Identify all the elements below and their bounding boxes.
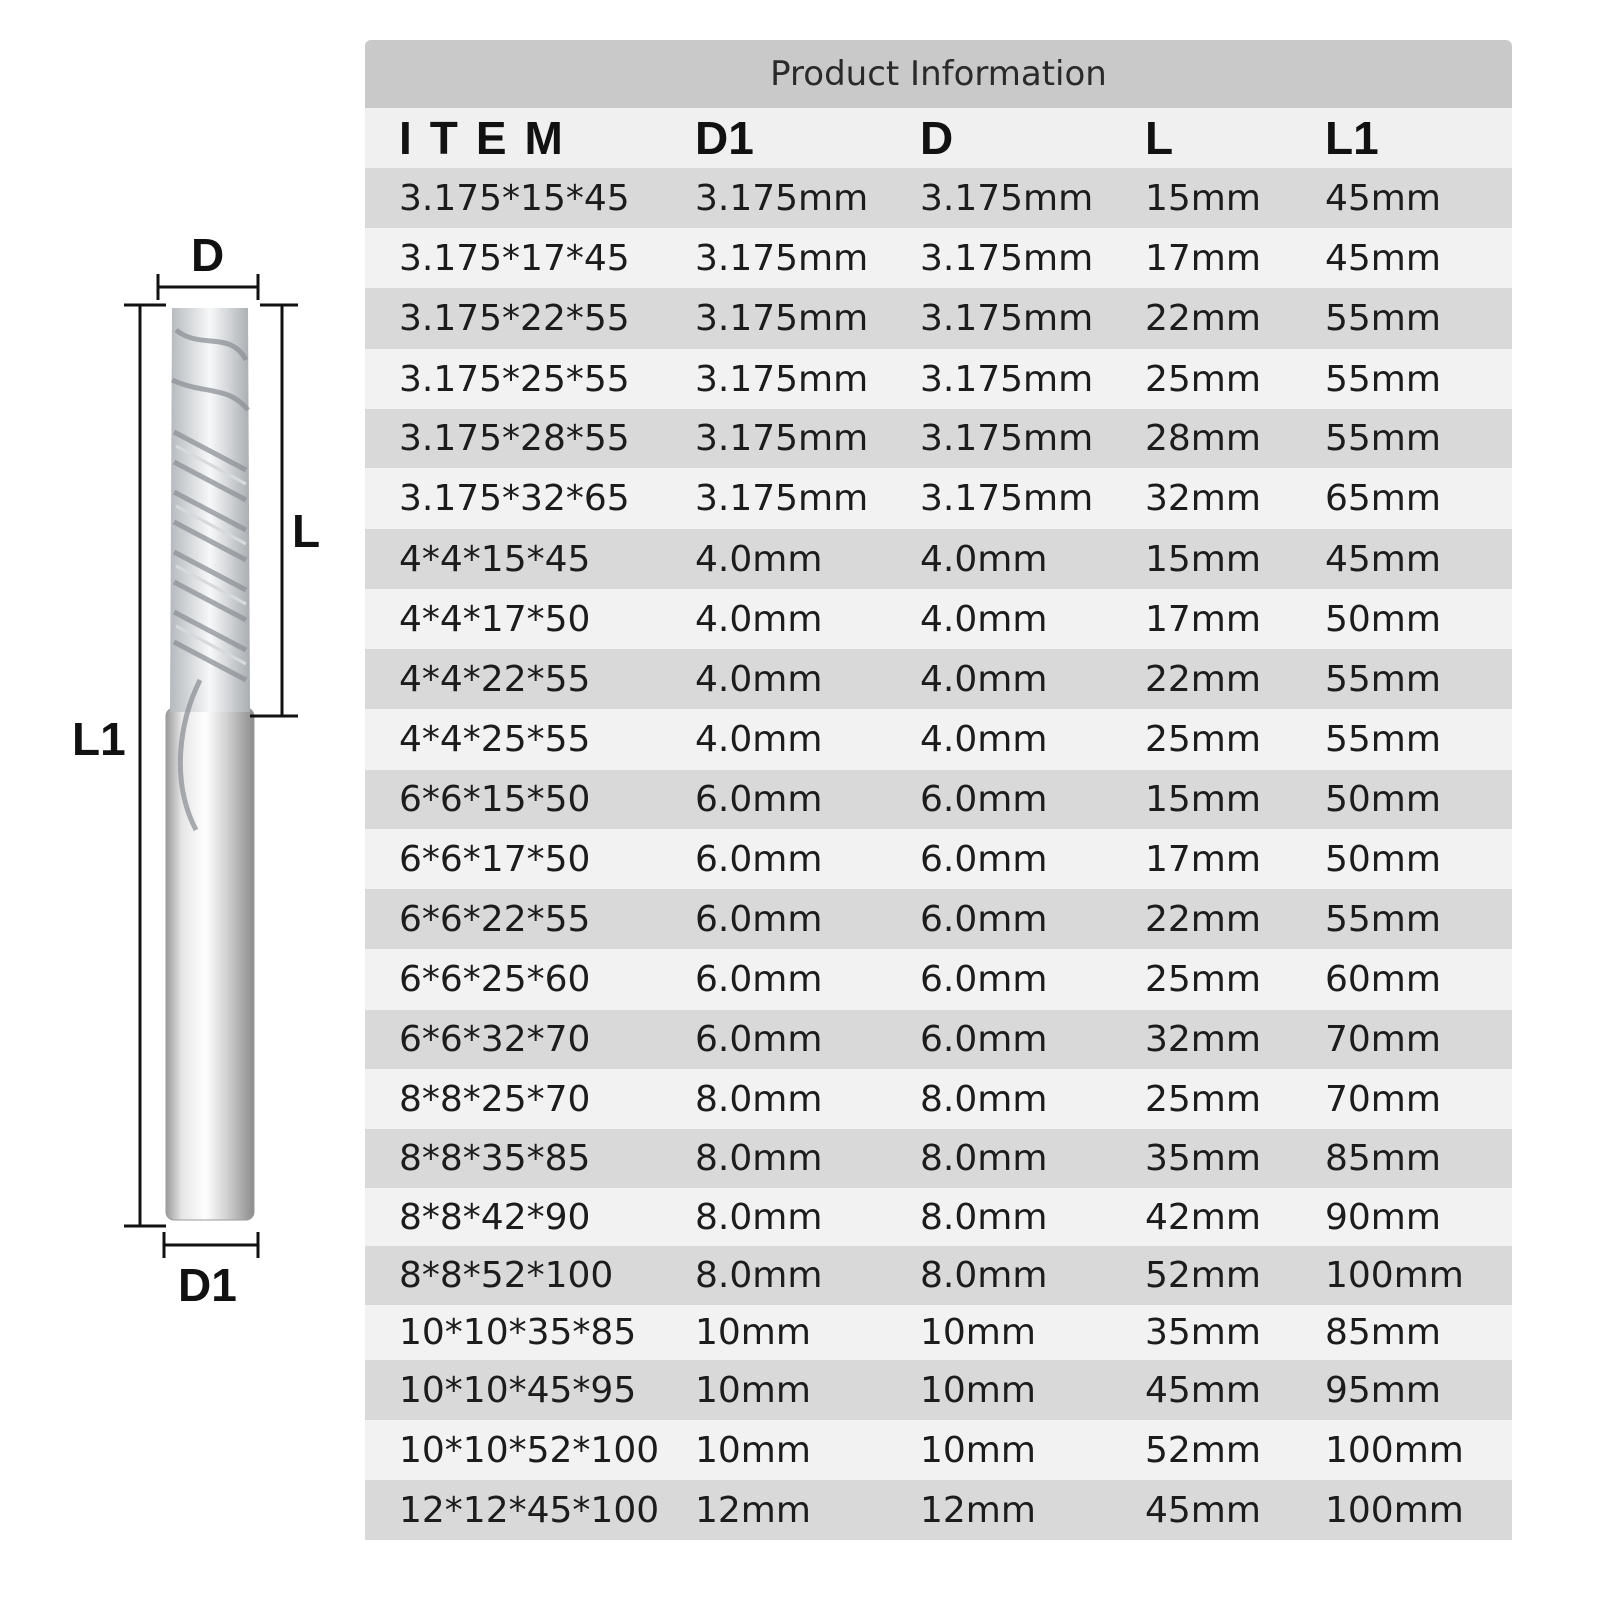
cell-d: 3.175mm xyxy=(920,237,1094,279)
table-row xyxy=(365,529,1512,589)
table-title: Product Information xyxy=(365,40,1512,108)
cell-l1: 55mm xyxy=(1325,358,1441,400)
cell-l: 22mm xyxy=(1145,298,1261,339)
table-row xyxy=(365,1480,1512,1540)
cell-d1: 12mm xyxy=(695,1489,811,1531)
cell-item: 4*4*17*50 xyxy=(399,598,591,640)
cell-item: 3.175*17*45 xyxy=(399,237,630,279)
table-row xyxy=(365,168,1512,228)
table-row xyxy=(365,949,1512,1010)
cell-d1: 6.0mm xyxy=(695,959,823,1000)
cell-d: 6.0mm xyxy=(920,959,1048,1000)
header-item: ITEM xyxy=(399,112,581,164)
cell-l1: 85mm xyxy=(1325,1138,1441,1179)
cell-item: 8*8*35*85 xyxy=(399,1138,591,1179)
cell-l: 25mm xyxy=(1145,358,1261,400)
cell-d1: 3.175mm xyxy=(695,478,869,519)
cell-d1: 4.0mm xyxy=(695,719,823,760)
cell-item: 8*8*52*100 xyxy=(399,1255,614,1296)
cell-l1: 90mm xyxy=(1325,1196,1441,1238)
cell-d1: 10mm xyxy=(695,1312,811,1353)
cell-d1: 6.0mm xyxy=(695,1019,823,1060)
header-l: L xyxy=(1145,112,1174,164)
cell-d1: 6.0mm xyxy=(695,779,823,820)
cell-l1: 65mm xyxy=(1325,478,1441,519)
cell-l: 15mm xyxy=(1145,177,1261,219)
table-row xyxy=(365,288,1512,349)
cell-d1: 4.0mm xyxy=(695,658,823,700)
cell-l1: 95mm xyxy=(1325,1369,1441,1411)
cell-item: 4*4*15*45 xyxy=(399,538,591,580)
cell-l: 17mm xyxy=(1145,598,1261,640)
cell-l1: 85mm xyxy=(1325,1312,1441,1353)
cell-d1: 10mm xyxy=(695,1369,811,1411)
cell-l1: 45mm xyxy=(1325,177,1441,219)
cell-d1: 8.0mm xyxy=(695,1138,823,1179)
label-l1: L1 xyxy=(72,713,126,765)
cell-d1: 3.175mm xyxy=(695,298,869,339)
table-row xyxy=(365,709,1512,770)
cell-l: 28mm xyxy=(1145,418,1261,459)
cell-l: 42mm xyxy=(1145,1196,1261,1238)
cell-l1: 55mm xyxy=(1325,658,1441,700)
table-row xyxy=(365,649,1512,709)
cell-d: 4.0mm xyxy=(920,598,1048,640)
cell-l1: 45mm xyxy=(1325,538,1441,580)
table-row xyxy=(365,1069,1512,1129)
cell-d: 3.175mm xyxy=(920,177,1094,219)
table-row xyxy=(365,409,1512,468)
cell-l1: 100mm xyxy=(1325,1489,1464,1531)
cell-d1: 3.175mm xyxy=(695,177,869,219)
cell-d1: 8.0mm xyxy=(695,1196,823,1238)
cell-d: 8.0mm xyxy=(920,1196,1048,1238)
cell-item: 6*6*32*70 xyxy=(399,1019,591,1060)
cell-d: 3.175mm xyxy=(920,418,1094,459)
cell-d: 4.0mm xyxy=(920,538,1048,580)
cell-l: 17mm xyxy=(1145,838,1261,880)
table-row xyxy=(365,468,1512,529)
header-l1: L1 xyxy=(1325,112,1379,164)
table-row xyxy=(365,349,1512,409)
cell-l: 32mm xyxy=(1145,478,1261,519)
cell-item: 6*6*17*50 xyxy=(399,838,591,880)
label-d1: D1 xyxy=(178,1259,237,1311)
cell-d: 6.0mm xyxy=(920,779,1048,820)
table-row xyxy=(365,889,1512,949)
cell-l1: 55mm xyxy=(1325,298,1441,339)
cell-l1: 50mm xyxy=(1325,838,1441,880)
cell-l: 22mm xyxy=(1145,898,1261,940)
cell-l: 22mm xyxy=(1145,658,1261,700)
cell-d1: 6.0mm xyxy=(695,838,823,880)
cell-item: 10*10*45*95 xyxy=(399,1369,637,1411)
cell-l1: 100mm xyxy=(1325,1429,1464,1471)
cell-d: 6.0mm xyxy=(920,898,1048,940)
cell-d: 10mm xyxy=(920,1312,1036,1353)
cell-l1: 55mm xyxy=(1325,418,1441,459)
table-row xyxy=(365,1420,1512,1480)
table-row xyxy=(365,1360,1512,1420)
label-d: D xyxy=(191,229,225,281)
cell-l1: 55mm xyxy=(1325,719,1441,760)
cell-d1: 3.175mm xyxy=(695,358,869,400)
header-d1: D1 xyxy=(695,112,754,164)
cell-d: 8.0mm xyxy=(920,1138,1048,1179)
table-row xyxy=(365,770,1512,829)
cell-d: 10mm xyxy=(920,1429,1036,1471)
table-body xyxy=(365,168,1512,1540)
cell-l: 35mm xyxy=(1145,1312,1261,1353)
table-row xyxy=(365,589,1512,649)
table-row xyxy=(365,1246,1512,1305)
table-row xyxy=(365,228,1512,288)
cell-l1: 50mm xyxy=(1325,598,1441,640)
cell-l: 17mm xyxy=(1145,237,1261,279)
cell-d1: 8.0mm xyxy=(695,1078,823,1120)
table-row xyxy=(365,1129,1512,1188)
product-info-table xyxy=(365,40,1512,1584)
cell-d1: 8.0mm xyxy=(695,1255,823,1296)
cell-item: 6*6*15*50 xyxy=(399,779,591,820)
table-row xyxy=(365,1010,1512,1069)
cell-l: 45mm xyxy=(1145,1489,1261,1531)
cell-d: 3.175mm xyxy=(920,358,1094,400)
cell-l1: 55mm xyxy=(1325,898,1441,940)
header-d: D xyxy=(920,112,954,164)
cell-l: 45mm xyxy=(1145,1369,1261,1411)
cell-d1: 10mm xyxy=(695,1429,811,1471)
cell-d: 4.0mm xyxy=(920,719,1048,760)
cell-d: 6.0mm xyxy=(920,838,1048,880)
end-mill-diagram xyxy=(0,0,360,1600)
cell-d1: 6.0mm xyxy=(695,898,823,940)
cell-item: 3.175*15*45 xyxy=(399,177,630,219)
cell-d1: 3.175mm xyxy=(695,418,869,459)
cell-d: 3.175mm xyxy=(920,478,1094,519)
cell-d: 8.0mm xyxy=(920,1255,1048,1296)
cell-item: 6*6*22*55 xyxy=(399,898,591,940)
cell-item: 8*8*25*70 xyxy=(399,1078,591,1120)
table-header-row xyxy=(365,108,1512,168)
cell-l1: 50mm xyxy=(1325,779,1441,820)
cell-item: 4*4*25*55 xyxy=(399,719,591,760)
cell-d: 3.175mm xyxy=(920,298,1094,339)
cell-d: 8.0mm xyxy=(920,1078,1048,1120)
cell-d1: 4.0mm xyxy=(695,598,823,640)
cell-l: 35mm xyxy=(1145,1138,1261,1179)
cell-l: 25mm xyxy=(1145,719,1261,760)
table-row xyxy=(365,1188,1512,1246)
cell-item: 3.175*28*55 xyxy=(399,418,630,459)
cell-d: 12mm xyxy=(920,1489,1036,1531)
cell-item: 10*10*35*85 xyxy=(399,1312,637,1353)
table-row xyxy=(365,829,1512,889)
cell-item: 12*12*45*100 xyxy=(399,1489,660,1531)
cell-l1: 45mm xyxy=(1325,237,1441,279)
cell-item: 6*6*25*60 xyxy=(399,959,591,1000)
cell-l: 25mm xyxy=(1145,1078,1261,1120)
cell-l1: 70mm xyxy=(1325,1078,1441,1120)
cell-l: 25mm xyxy=(1145,959,1261,1000)
table-row xyxy=(365,1305,1512,1360)
cell-l: 15mm xyxy=(1145,779,1261,820)
cell-d: 10mm xyxy=(920,1369,1036,1411)
cell-item: 3.175*25*55 xyxy=(399,358,630,400)
cell-item: 4*4*22*55 xyxy=(399,658,591,700)
cell-d: 6.0mm xyxy=(920,1019,1048,1060)
cell-l1: 60mm xyxy=(1325,959,1441,1000)
cell-l1: 100mm xyxy=(1325,1255,1464,1296)
cell-item: 8*8*42*90 xyxy=(399,1196,591,1238)
cell-d1: 4.0mm xyxy=(695,538,823,580)
cell-l: 15mm xyxy=(1145,538,1261,580)
cell-item: 3.175*22*55 xyxy=(399,298,630,339)
cell-item: 10*10*52*100 xyxy=(399,1429,660,1471)
cell-d1: 3.175mm xyxy=(695,237,869,279)
cell-l: 52mm xyxy=(1145,1429,1261,1471)
cell-l: 32mm xyxy=(1145,1019,1261,1060)
end-mill-illustration xyxy=(0,0,360,1600)
cell-item: 3.175*32*65 xyxy=(399,478,630,519)
label-l: L xyxy=(292,505,321,557)
cell-l: 52mm xyxy=(1145,1255,1261,1296)
cell-d: 4.0mm xyxy=(920,658,1048,700)
cell-l1: 70mm xyxy=(1325,1019,1441,1060)
